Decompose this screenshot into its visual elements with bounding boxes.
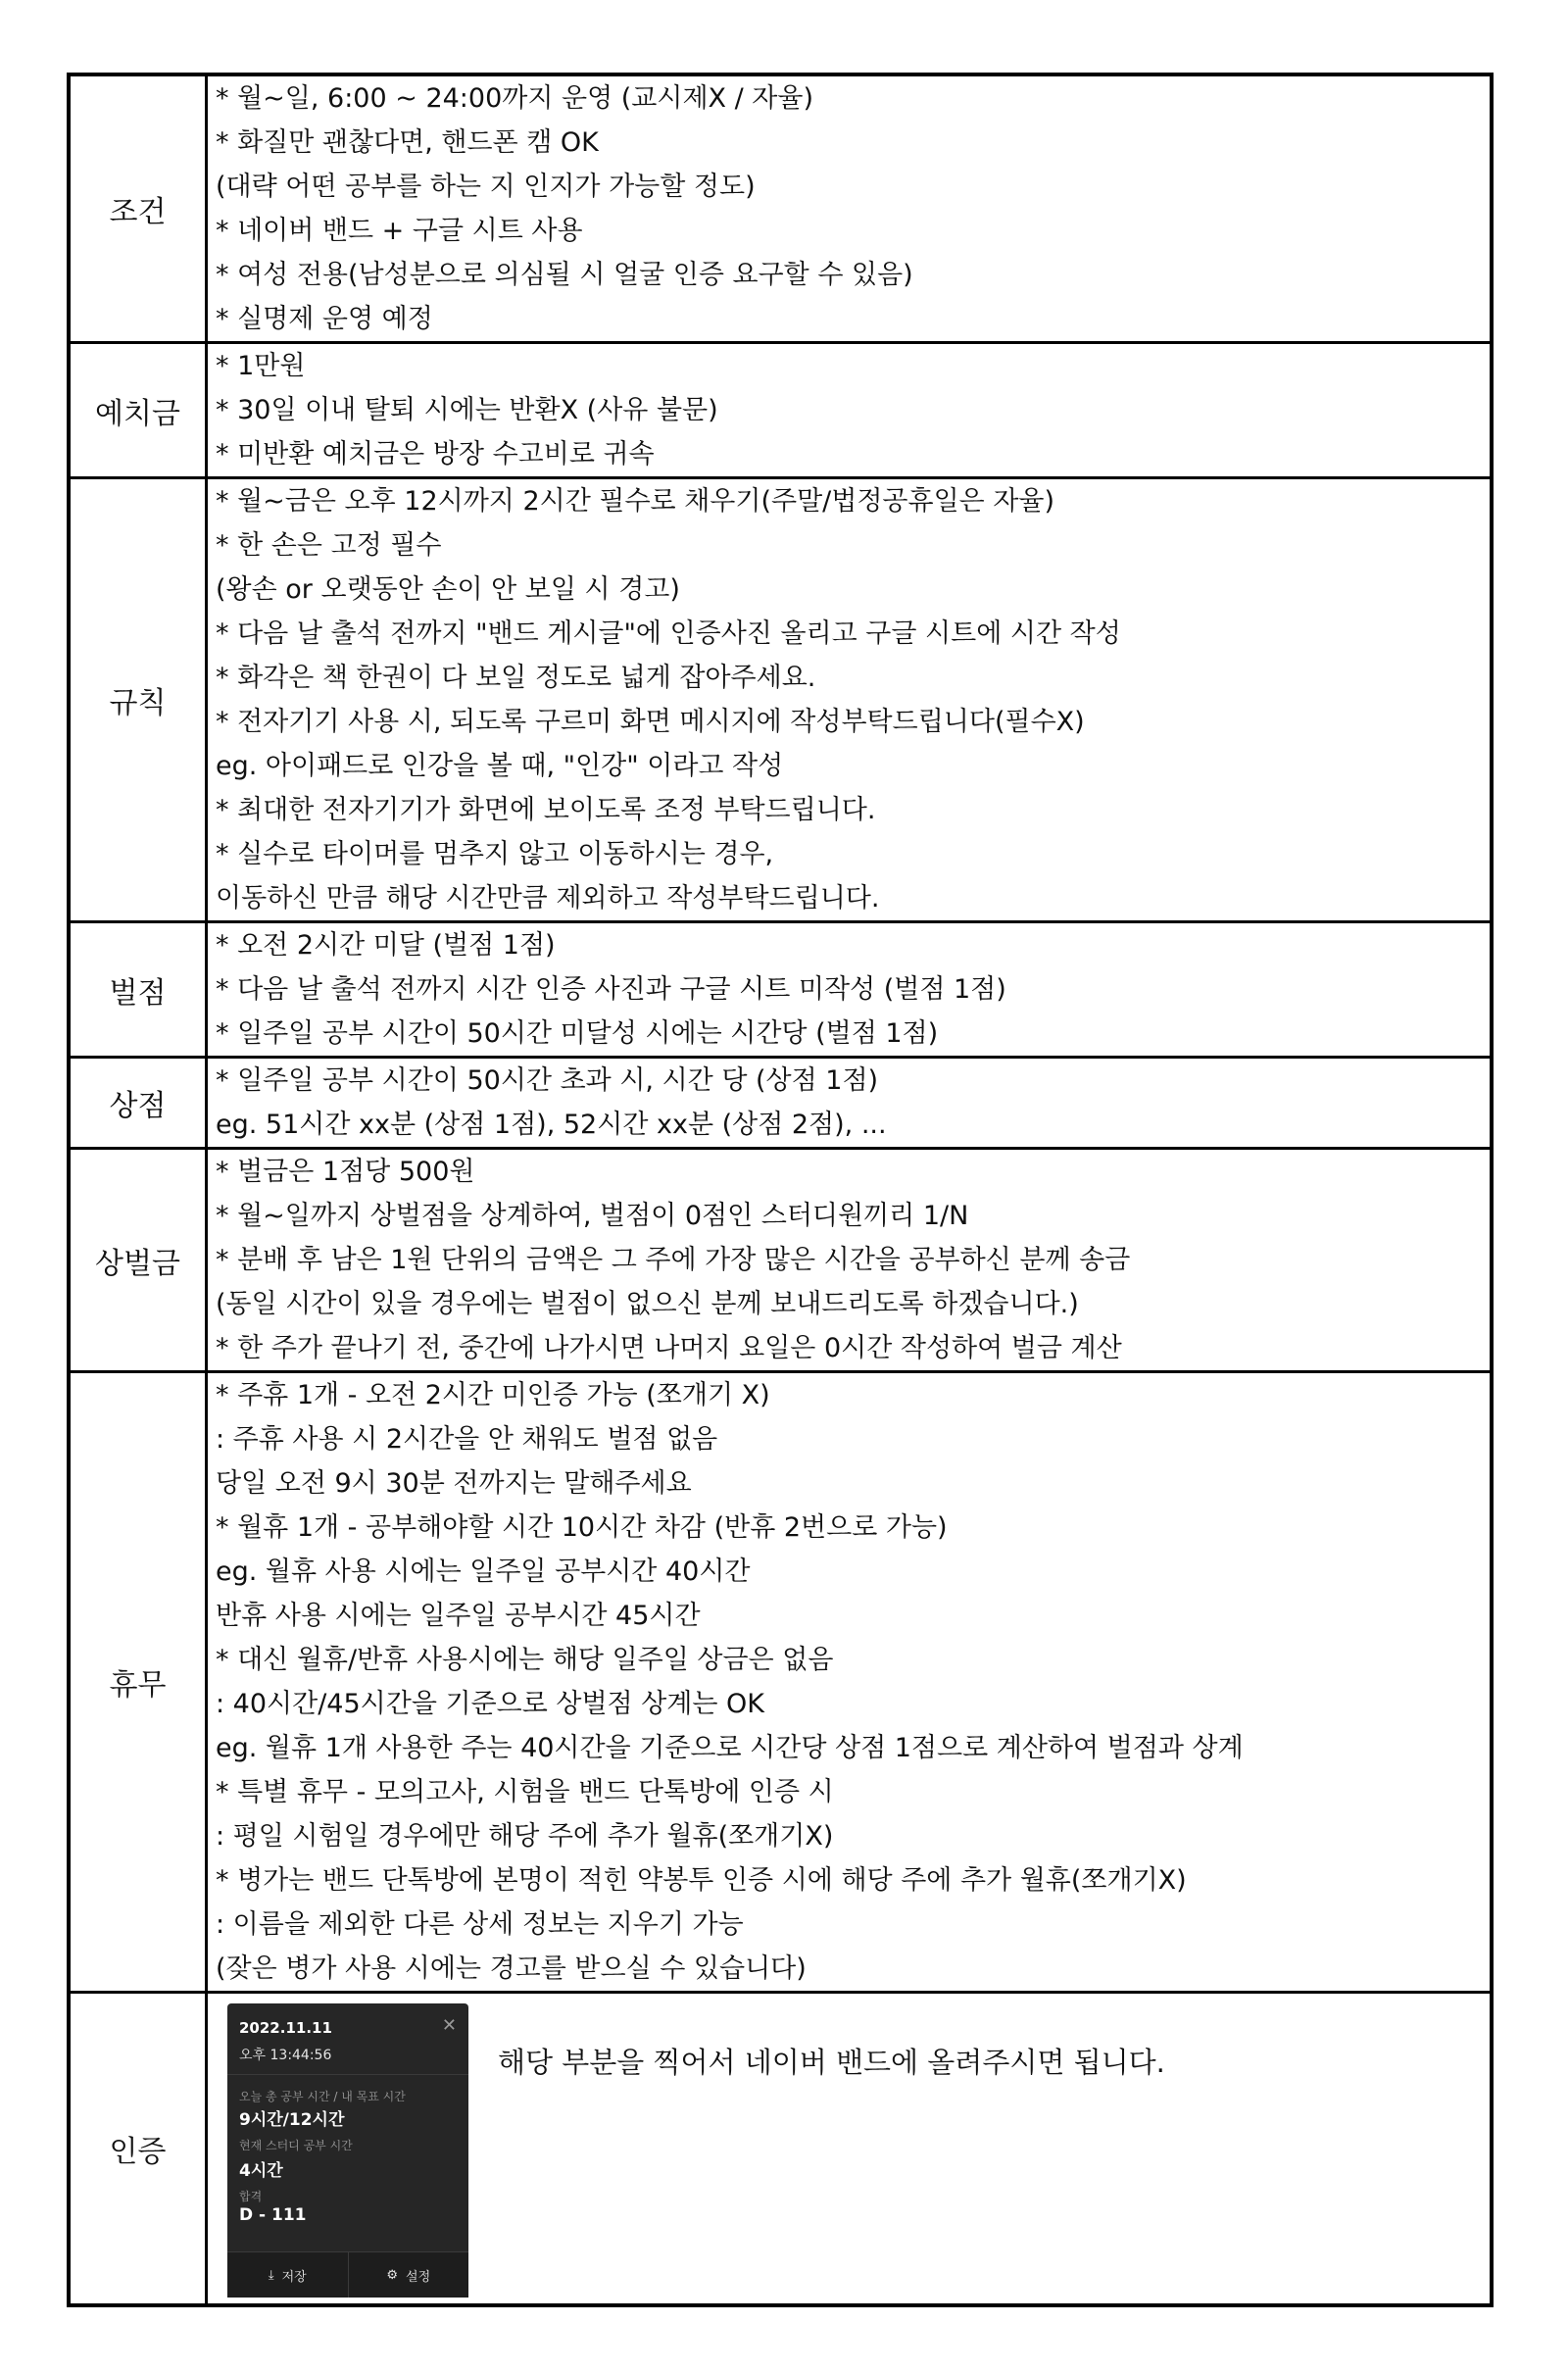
section-line: * 주휴 1개 - 오전 2시간 미인증 가능 (쪼개기 X): [216, 1380, 770, 1410]
section-label-conditions: 조건: [71, 76, 208, 341]
section-line: * 전자기기 사용 시, 되도록 구르미 화면 메시지에 작성부탁드립니다(필수X): [216, 707, 1085, 737]
settings-button-label: 설정: [406, 2269, 431, 2285]
study-session-time-value: 4시간: [239, 2161, 283, 2181]
section-line: (대략 어떤 공부를 하는 지 인지가 가능할 정도): [216, 172, 756, 202]
dday-value: D - 111: [239, 2205, 307, 2225]
section-line: 반휴 사용 시에는 일주일 공부시간 45시간: [216, 1601, 701, 1631]
section-line: (왕손 or 오랫동안 손이 안 보일 시 경고): [216, 574, 680, 605]
section-label-penalty: 벌점: [71, 923, 208, 1056]
dday-label: 합격: [239, 2190, 263, 2203]
total-study-time-label: 오늘 총 공부 시간 / 내 목표 시간: [239, 2090, 406, 2103]
save-button-label: 저장: [281, 2269, 307, 2285]
certification-instruction: 해당 부분을 찍어서 네이버 밴드에 올려주시면 됩니다.: [498, 2046, 1165, 2079]
section-body-penalty: [208, 923, 1490, 1056]
section-line: * 네이버 밴드 + 구글 시트 사용: [216, 216, 583, 246]
section-label-reward-fine: 상벌금: [71, 1150, 208, 1370]
section-body-deposit: [208, 344, 1490, 476]
section-line: : 40시간/45시간을 기준으로 상벌점 상계는 OK: [216, 1689, 765, 1719]
section-line: * 다음 날 출석 전까지 시간 인증 사진과 구글 시트 미작성 (벌점 1점): [216, 974, 1006, 1005]
settings-button: [348, 2252, 469, 2298]
section-body-holiday: [208, 1373, 1490, 1991]
save-button: [227, 2252, 348, 2298]
section-label-deposit: 예치금: [71, 344, 208, 476]
section-line: * 일주일 공부 시간이 50시간 초과 시, 시간 당 (상점 1점): [216, 1065, 879, 1096]
section-line: * 실명제 운영 예정: [216, 304, 433, 334]
section-line: (잦은 병가 사용 시에는 경고를 받으실 수 있습니다): [216, 1953, 807, 1984]
section-certification: [71, 1994, 1490, 2303]
section-line: 이동하신 만큼 해당 시간만큼 제외하고 작성부탁드립니다.: [216, 883, 880, 914]
close-icon: ✕: [441, 2015, 457, 2036]
timer-divider: [227, 2074, 468, 2075]
timer-date: 2022.11.11: [239, 2019, 332, 2037]
section-label-certification: 인증: [71, 1994, 208, 2303]
section-line: * 대신 월휴/반휴 사용시에는 해당 일주일 상금은 없음: [216, 1645, 834, 1675]
section-body-conditions: [208, 76, 1490, 341]
section-line: * 분배 후 남은 1원 단위의 금액은 그 주에 가장 많은 시간을 공부하신 분께 송금: [216, 1245, 1131, 1275]
timer-action-bar: [227, 2251, 468, 2298]
section-line: eg. 아이패드로 인강을 볼 때, "인강" 이라고 작성: [216, 751, 784, 781]
section-line: * 30일 이내 탈퇴 시에는 반환X (사유 불문): [216, 395, 718, 425]
section-line: 당일 오전 9시 30분 전까지는 말해주세요: [216, 1468, 692, 1499]
section-line: : 평일 시험일 경우에만 해당 주에 추가 월휴(쪼개기X): [216, 1821, 834, 1852]
section-body-rules: [208, 479, 1490, 920]
section-line: * 벌금은 1점당 500원: [216, 1157, 475, 1187]
section-line: (동일 시간이 있을 경우에는 벌점이 없으신 분께 보내드리도록 하겠습니다.): [216, 1289, 1079, 1319]
section-line: * 월~금은 오후 12시까지 2시간 필수로 채우기(주말/법정공휴일은 자율): [216, 486, 1055, 517]
section-line: * 화질만 괜찮다면, 핸드폰 캠 OK: [216, 127, 599, 158]
section-line: * 오전 2시간 미달 (벌점 1점): [216, 930, 556, 961]
download-icon: ⤓: [268, 2267, 274, 2283]
section-line: * 월~일, 6:00 ~ 24:00까지 운영 (교시제X / 자율): [216, 83, 813, 114]
timer-time: 오후 13:44:56: [239, 2048, 332, 2063]
section-body-certification: [208, 1994, 1490, 2303]
section-line: * 병가는 밴드 단톡방에 본명이 적힌 약봉투 인증 시에 해당 주에 추가 월휴(쪼개기X): [216, 1865, 1187, 1896]
section-reward-fine: [71, 1150, 1490, 1373]
section-line: * 화각은 책 한권이 다 보일 정도로 넓게 잡아주세요.: [216, 663, 816, 693]
section-conditions: [71, 76, 1490, 344]
section-merit: [71, 1059, 1490, 1150]
section-line: * 특별 휴무 - 모의고사, 시험을 밴드 단톡방에 인증 시: [216, 1777, 834, 1807]
section-line: * 월~일까지 상벌점을 상계하여, 벌점이 0점인 스터디원끼리 1/N: [216, 1201, 969, 1231]
timer-screenshot: [227, 2003, 468, 2298]
section-body-merit: [208, 1059, 1490, 1147]
gear-icon: ⚙: [386, 2267, 399, 2283]
section-deposit: [71, 344, 1490, 479]
section-holiday: [71, 1373, 1490, 1994]
total-study-time-value: 9시간/12시간: [239, 2110, 345, 2130]
section-line: * 여성 전용(남성분으로 의심될 시 얼굴 인증 요구할 수 있음): [216, 260, 913, 290]
section-line: eg. 월휴 사용 시에는 일주일 공부시간 40시간: [216, 1557, 751, 1587]
section-rules: [71, 479, 1490, 923]
section-line: * 한 주가 끝나기 전, 중간에 나가시면 나머지 요일은 0시간 작성하여 벌금 계산: [216, 1333, 1122, 1363]
section-line: eg. 51시간 xx분 (상점 1점), 52시간 xx분 (상점 2점), ...: [216, 1110, 887, 1140]
section-line: * 미반환 예치금은 방장 수고비로 귀속: [216, 439, 655, 469]
section-line: : 이름을 제외한 다른 상세 정보는 지우기 가능: [216, 1909, 744, 1940]
section-line: * 한 손은 고정 필수: [216, 530, 442, 561]
rules-table: [67, 73, 1494, 2307]
section-line: * 월휴 1개 - 공부해야할 시간 10시간 차감 (반휴 2번으로 가능): [216, 1512, 948, 1543]
section-line: * 1만원: [216, 351, 306, 381]
section-label-rules: 규칙: [71, 479, 208, 920]
study-session-time-label: 현재 스터디 공부 시간: [239, 2139, 353, 2152]
section-line: * 최대한 전자기기가 화면에 보이도록 조정 부탁드립니다.: [216, 795, 876, 825]
section-line: : 주휴 사용 시 2시간을 안 채워도 벌점 없음: [216, 1424, 718, 1455]
section-line: * 일주일 공부 시간이 50시간 미달성 시에는 시간당 (벌점 1점): [216, 1018, 939, 1049]
section-label-merit: 상점: [71, 1059, 208, 1147]
section-penalty: [71, 923, 1490, 1059]
section-label-holiday: 휴무: [71, 1373, 208, 1991]
section-line: eg. 월휴 1개 사용한 주는 40시간을 기준으로 시간당 상점 1점으로 계산하여 벌점과 상계: [216, 1733, 1244, 1763]
section-line: * 실수로 타이머를 멈추지 않고 이동하시는 경우,: [216, 839, 774, 869]
section-body-reward-fine: [208, 1150, 1490, 1370]
section-line: * 다음 날 출석 전까지 "밴드 게시글"에 인증사진 올리고 구글 시트에 시간 작성: [216, 618, 1121, 649]
